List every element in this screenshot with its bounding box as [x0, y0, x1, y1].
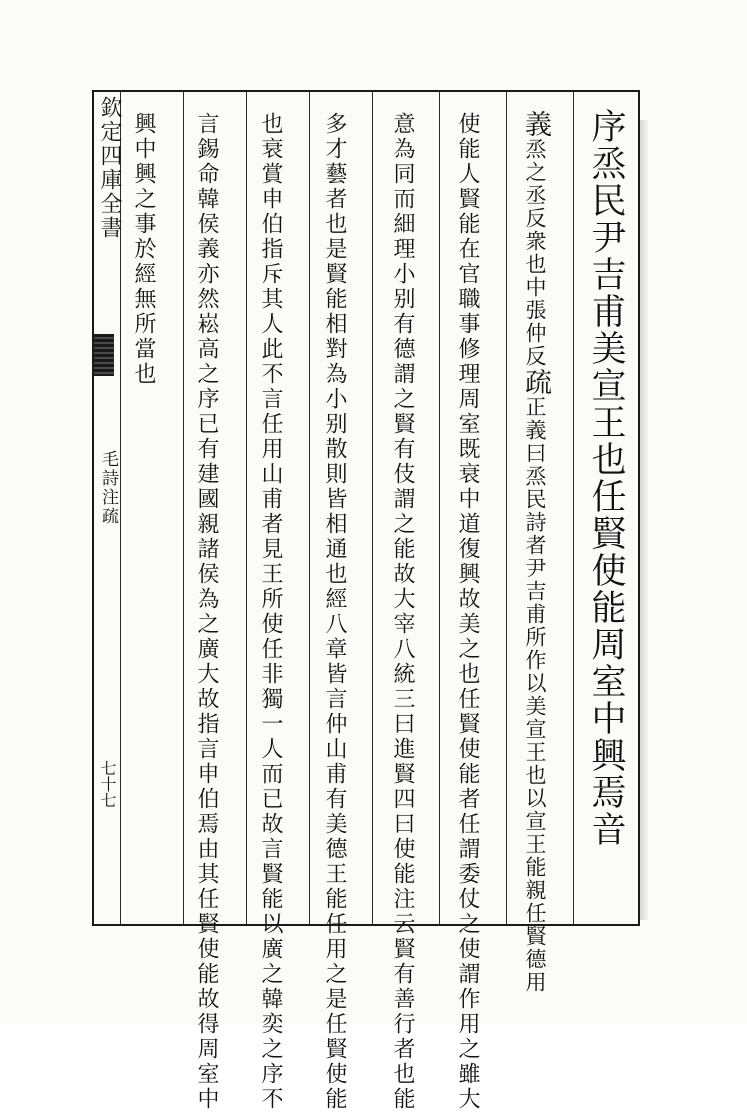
column-rule: [372, 92, 373, 924]
column-rule: [246, 92, 247, 924]
page-number: 七十七: [98, 760, 117, 808]
page-edge-shadow: [640, 120, 648, 920]
column-rule: [573, 92, 574, 924]
book-title: 毛詩注疏: [98, 450, 118, 526]
text-column-8: 興中興之事於經無所當也: [131, 112, 156, 387]
text-column-1: 序烝民尹吉甫美宣王也任賢使能周室中興焉音: [586, 108, 626, 848]
column-rule: [439, 92, 440, 924]
column-2-commentary: 正義曰烝民詩者尹吉甫所作以美宣王也以宣王能親任賢德用: [523, 396, 547, 994]
text-column-6: 也衰賞申伯指斥其人此不言任用山甫者見王所使任非獨一人而已故言賢能以廣之韓奕之序不: [258, 112, 283, 1112]
column-2-char-yi: 義: [520, 110, 551, 138]
column-rule: [183, 92, 184, 924]
column-rule: [309, 92, 310, 924]
column-rule: [506, 92, 507, 924]
text-column-2: [520, 110, 550, 994]
column-2-char-shu: 疏: [520, 368, 551, 396]
fish-tail-mark: [94, 334, 114, 376]
text-column-4: 意為同而細理小别有德謂之賢有伎謂之能故大宰八統三曰進賢四曰使能注云賢有善行者也能: [390, 112, 415, 1112]
page-frame: [92, 90, 640, 926]
text-column-3: 使能人賢能在官職事修理周室既衰中道復興故美之也任賢使能者任謂委仗之使謂作用之雖大: [455, 112, 480, 1112]
column-2-annotation: 烝之丞反衆也中張仲反: [523, 138, 547, 368]
text-column-5: 多才藝者也是賢能相對為小别散則皆相通也經八章皆言仲山甫有美德王能任用之是任賢使能: [322, 112, 347, 1112]
series-title: 欽定四庫全書: [97, 96, 122, 240]
text-column-7: 言錫命韓侯義亦然崧高之序已有建國親諸侯為之廣大故指言申伯焉由其任賢使能故得周室中: [194, 112, 219, 1112]
